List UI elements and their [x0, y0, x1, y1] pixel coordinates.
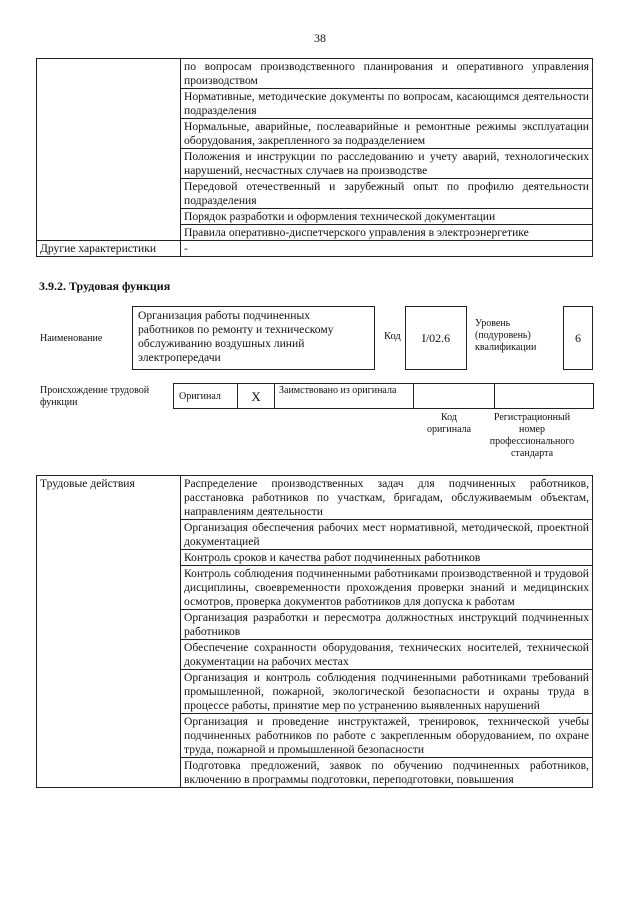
table-cell: Распределение производственных задач для подчиненных работников, расстановка работников по участкам, бригадам, обслуживаемым объектам, направлениям деятельности [181, 476, 593, 520]
table-cell: Организация и проведение инструктажей, тренировок, технической учебы подчиненных работников по работе с закрепленным оборудованием, по охране труда, пожарной и промышленной безопасности [181, 714, 593, 758]
actions-table [36, 475, 593, 788]
table-cell: Контроль соблюдения подчиненными работниками производственной и трудовой дисциплины, своевременности прохождения проверки знаний и медицинских осмотров, проверка документов работников для допуска к работам [181, 566, 593, 610]
table-row [37, 59, 593, 89]
row-header-empty [37, 59, 181, 241]
section-title: 3.9.2. Трудовая функция [39, 279, 171, 293]
code-label: Код [384, 331, 401, 342]
origin-row [174, 383, 594, 409]
page-number: 38 [314, 31, 326, 45]
name-label: Наименование [40, 333, 103, 344]
function-name-value: Организация работы подчиненных работников по ремонту и техническому обслуживанию воздушных линий электропередачи [132, 306, 375, 370]
origin-label: Происхождение трудовой функции [40, 385, 150, 408]
actions-label: Трудовые действия [37, 476, 181, 788]
knowledge-table [36, 58, 593, 257]
code-original-cell [413, 383, 495, 409]
table-cell: Обеспечение сохранности оборудования, технических носителей, технической документации на рабочих местах [181, 640, 593, 670]
qualification-level-value: 6 [563, 306, 593, 370]
original-mark: X [237, 383, 275, 409]
qualification-level-label: Уровень (подуровень) квалификации [475, 318, 537, 353]
table-cell: Организация обеспечения рабочих мест нормативной, методической, проектной документацией [181, 520, 593, 550]
table-cell: Нормальные, аварийные, послеаварийные и ремонтные режимы эксплуатации оборудования, закрепленного за подразделением [181, 119, 593, 149]
borrowed-label: Заимствовано из оригинала [274, 383, 414, 409]
table-row [37, 476, 593, 520]
table-cell: по вопросам производственного планирования и оперативного управления производством [181, 59, 593, 89]
table-cell: Подготовка предложений, заявок по обучению подчиненных работников, включению в программы подготовки, переподготовки, повышения [181, 758, 593, 788]
other-characteristics-label: Другие характеристики [37, 241, 181, 257]
table-cell: Контроль сроков и качества работ подчиненных работников [181, 550, 593, 566]
page-bottom-margin [0, 848, 640, 905]
table-cell: Организация и контроль соблюдения подчиненными работниками требований промышленной, пожарной, экологической безопасности и охраны труда в процессе работы, принятие мер по устранению выявленных нарушений [181, 670, 593, 714]
reg-number-label: Регистрационный номер профессионального стандарта [489, 412, 575, 459]
table-cell: Передовой отечественный и зарубежный опыт по профилю деятельности подразделения [181, 179, 593, 209]
table-cell: Положения и инструкции по расследованию и учету аварий, технологических нарушений, несчастных случаев на производстве [181, 149, 593, 179]
code-original-label: Код оригинала [426, 412, 472, 435]
original-label: Оригинал [173, 383, 238, 409]
other-characteristics-value: - [181, 241, 593, 257]
table-row [37, 241, 593, 257]
reg-number-cell [494, 383, 594, 409]
table-cell: Правила оперативно-диспетчерского управления в электроэнергетике [181, 225, 593, 241]
table-cell: Нормативные, методические документы по вопросам, касающимся деятельности подразделения [181, 89, 593, 119]
table-cell: Организация разработки и пересмотра должностных инструкций подчиненных работников [181, 610, 593, 640]
function-code-value: I/02.6 [405, 306, 467, 370]
table-cell: Порядок разработки и оформления технической документации [181, 209, 593, 225]
